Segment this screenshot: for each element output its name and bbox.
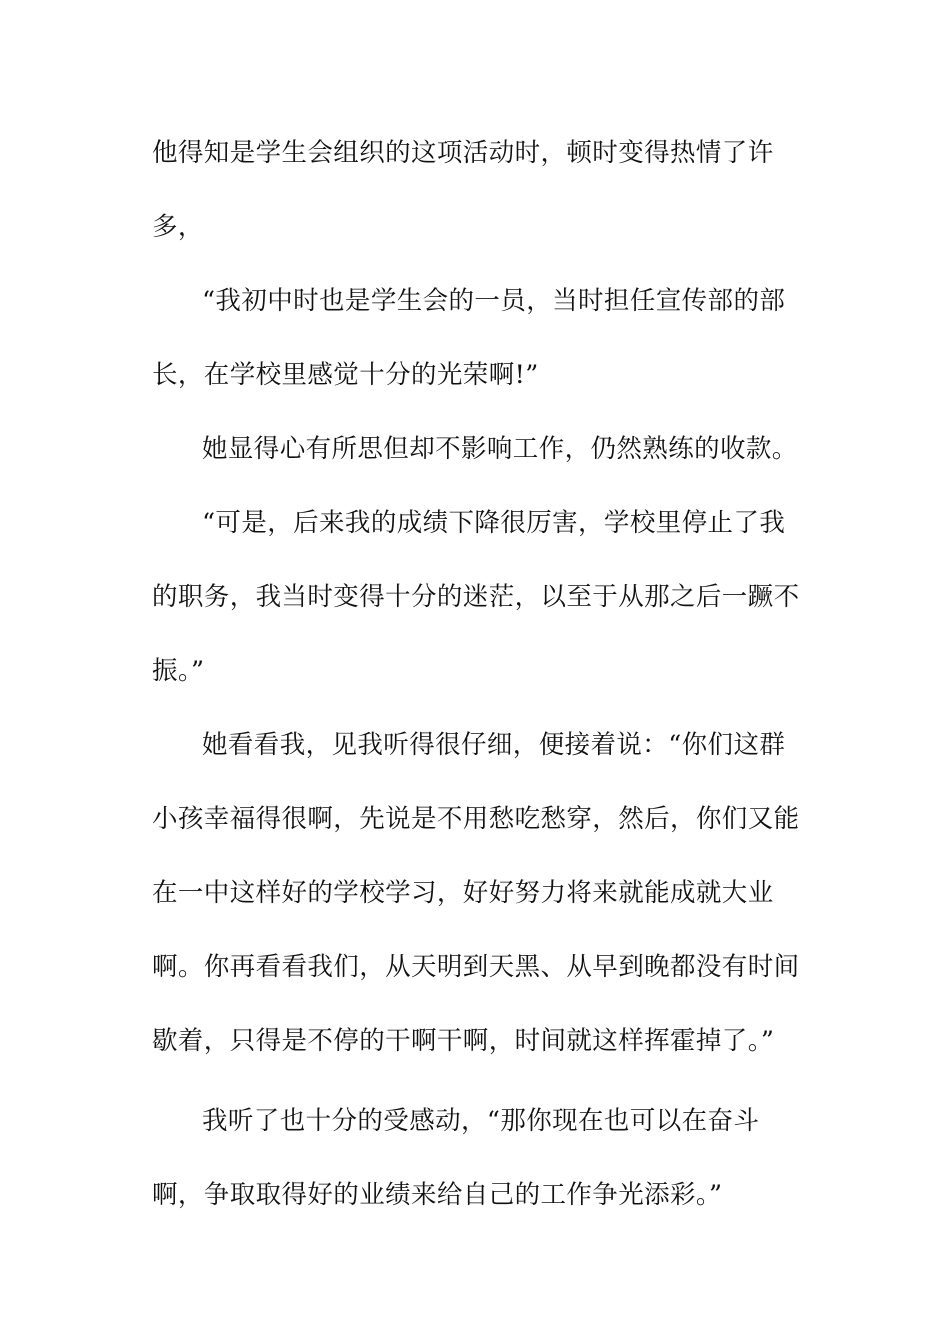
text-line: 歇着，只得是不停的干啊干啊，时间就这样挥霍掉了。” — [152, 1026, 775, 1056]
text-line: 她显得心有所思但却不影响工作，仍然熟练的收款。 — [202, 434, 798, 464]
text-line: 她看看我，见我听得很仔细，便接着说：“你们这群 — [202, 730, 786, 760]
text-line: 小孩幸福得很啊，先说是不用愁吃愁穿，然后，你们又能 — [152, 804, 800, 834]
text-line: 长，在学校里感觉十分的光荣啊!” — [152, 360, 539, 390]
text-line: “可是，后来我的成绩下降很厉害，学校里停止了我 — [202, 508, 786, 538]
text-line: 啊。你再看看我们，从天明到天黑、从早到晚都没有时间 — [152, 952, 800, 982]
text-line: 啊，争取取得好的业绩来给自己的工作争光添彩。” — [152, 1180, 723, 1210]
text-line: 振。” — [152, 656, 205, 686]
text-line: 在一中这样好的学校学习，好好努力将来就能成就大业 — [152, 878, 774, 908]
text-line: 我听了也十分的受感动，“那你现在也可以在奋斗 — [202, 1106, 760, 1136]
text-line: 的职务，我当时变得十分的迷茫，以至于从那之后一蹶不 — [152, 582, 800, 612]
text-line: “我初中时也是学生会的一员，当时担任宣传部的部 — [202, 286, 786, 316]
text-line: 多， — [152, 212, 204, 242]
text-line: 他得知是学生会组织的这项活动时，顿时变得热情了许 — [152, 138, 774, 168]
